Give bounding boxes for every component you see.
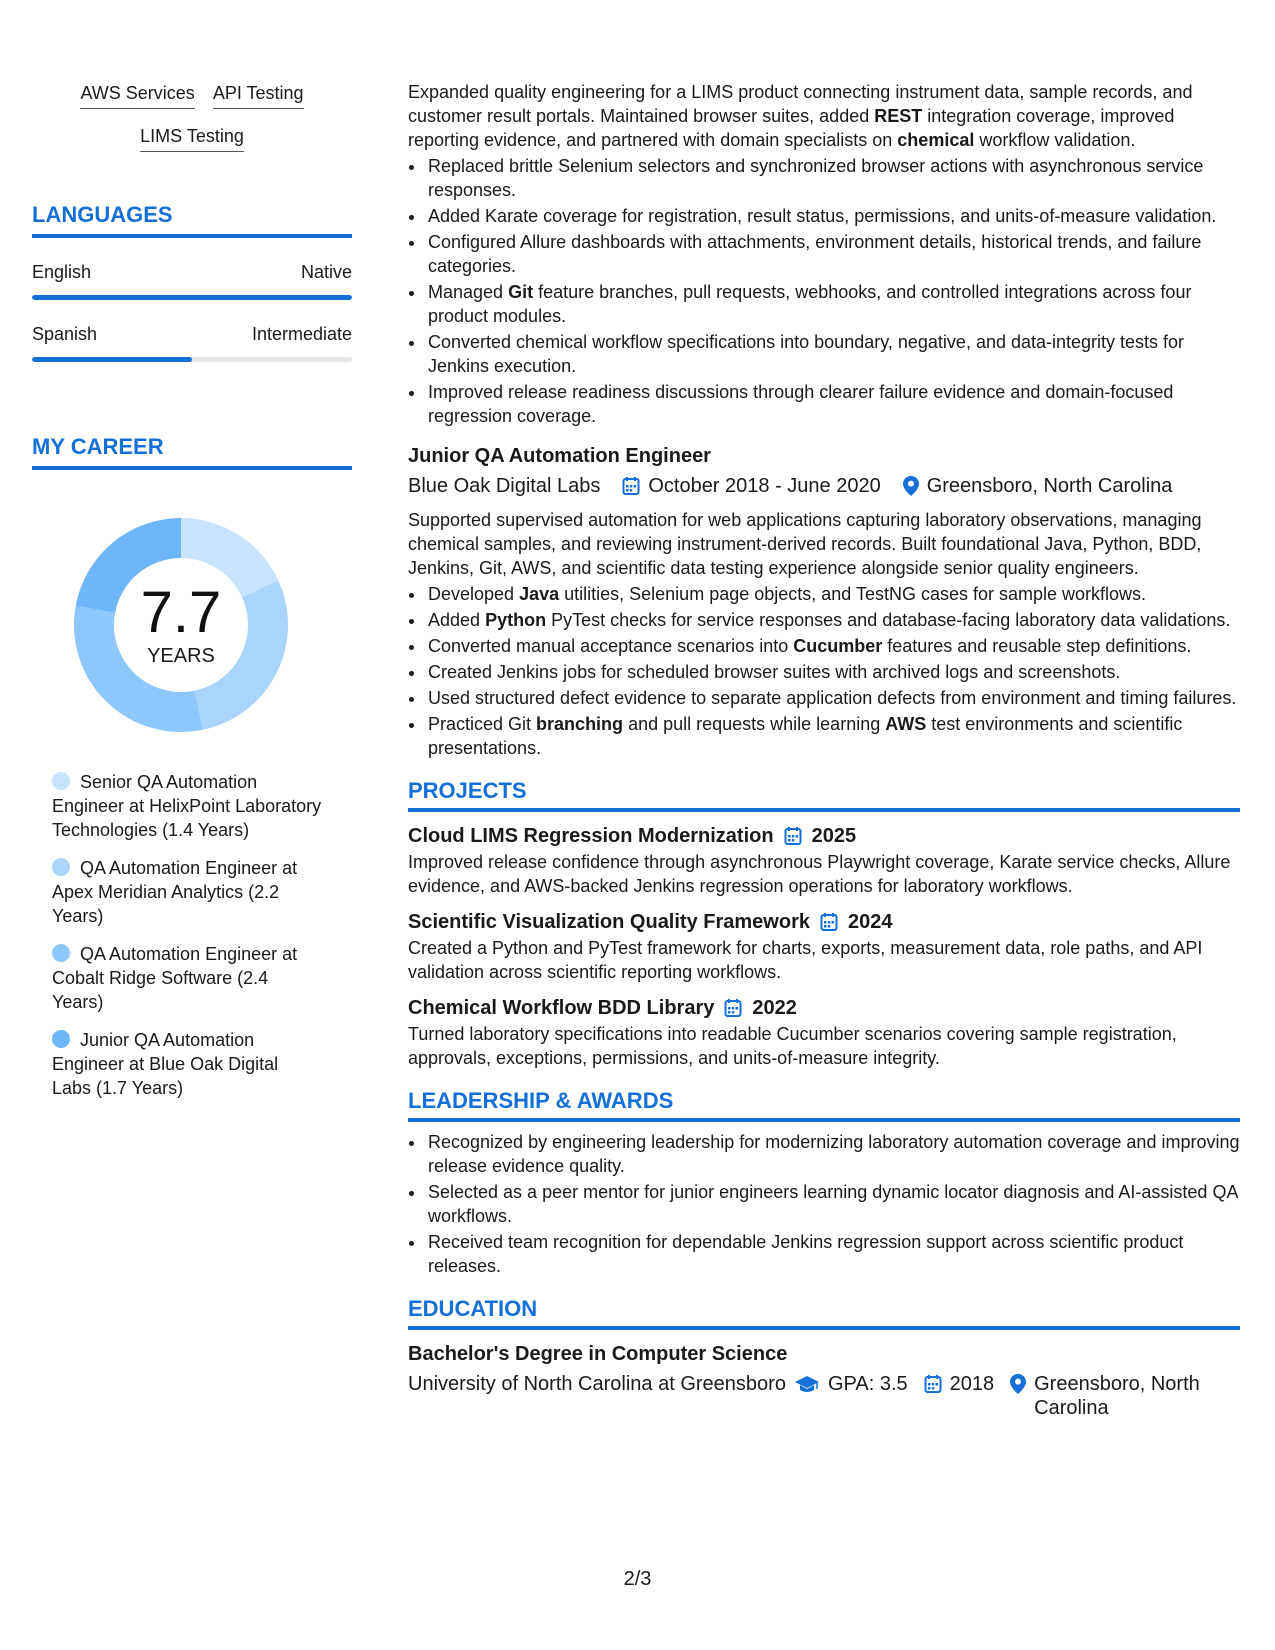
project-description: Improved release confidence through asynchronous Playwright coverage, Karate service checks, Allure evidence, and AWS-backed Jenkins regression operations for laboratory workflows.: [408, 852, 1231, 896]
list-item: • Converted chemical workflow specifications into boundary, negative, and data-integrity tests for Jenkins execution.: [426, 330, 1240, 378]
list-item: • Developed Java utilities, Selenium page objects, and TestNG cases for sample workflows.: [426, 582, 1240, 606]
job-dates: October 2018 - June 2020: [648, 475, 881, 497]
list-item: • Converted manual acceptance scenarios into Cucumber features and reusable step definitions.: [426, 634, 1240, 658]
language-level: Native: [300, 262, 352, 282]
languages-title: LANGUAGES: [32, 202, 352, 238]
project-year: 2022: [752, 997, 797, 1019]
project-item: [408, 908, 1240, 984]
project-year: 2025: [811, 825, 857, 847]
legend-label: QA Automation Engineer at Apex Meridian Analytics (2.2 Years): [52, 858, 298, 926]
list-item: • Created Jenkins jobs for scheduled browser suites with archived logs and screenshots.: [426, 660, 1240, 684]
degree-title: Bachelor's Degree in Computer Science: [408, 1343, 788, 1365]
list-item: • Practiced Git branching and pull requests while learning AWS test environments and scientific presentations.: [426, 712, 1240, 760]
career-unit: YEARS: [147, 644, 215, 667]
education-meta: [408, 1372, 1240, 1420]
list-item: • Added Karate coverage for registration, result status, permissions, and units-of-measure validation.: [426, 204, 1240, 228]
list-item: • Added Python PyTest checks for service responses and database-facing laboratory data validations.: [426, 608, 1240, 632]
project-description: Created a Python and PyTest framework for charts, exports, measurement data, role paths, and API validation across scientific reporting workflows.: [408, 938, 1203, 982]
career-legend: [52, 770, 322, 1100]
project-name: Cloud LIMS Regression Modernization: [408, 825, 774, 847]
legend-label: QA Automation Engineer at Cobalt Ridge Software (2.4 Years): [52, 944, 298, 1012]
language-item: [32, 324, 352, 362]
prev-job-summary: Expanded quality engineering for a LIMS product connecting instrument data, sample records, and customer result portals. Maintained browser suites, added REST integration coverage, improved reporting evidence, and partnered with domain specialists on chemical workflow validation.: [408, 82, 1193, 150]
list-item: • Managed Git feature branches, pull requests, webhooks, and controlled integrations across four product modules.: [426, 280, 1240, 328]
project-item: [408, 994, 1240, 1070]
job-bullets: [408, 582, 1240, 760]
career-total: 7.7: [140, 579, 222, 645]
school-location: Greensboro, North Carolina: [1034, 1373, 1200, 1419]
calendar-icon: [622, 476, 640, 496]
language-name: Spanish: [32, 324, 98, 344]
project-description: Turned laboratory specifications into readable Cucumber scenarios covering sample registration, approvals, exceptions, permissions, and units-of-measure integrity.: [408, 1024, 1177, 1068]
graduation-year: 2018: [949, 1373, 995, 1395]
list-item: • Improved release readiness discussions through clearer failure evidence and domain-focused regression coverage.: [426, 380, 1240, 428]
legend-label: Junior QA Automation Engineer at Blue Oak Digital Labs (1.7 Years): [52, 1030, 279, 1098]
language-bar: [32, 295, 352, 300]
skill-tag: LIMS Testing: [140, 125, 244, 152]
graduation-cap-icon: [794, 1374, 820, 1394]
gpa: GPA: 3.5: [827, 1373, 908, 1395]
legend-dot: [52, 1030, 70, 1048]
skills-list: [32, 82, 352, 152]
prev-job-bullets: [408, 154, 1240, 428]
career-legend-item: [52, 856, 322, 928]
career-legend-item: [52, 942, 322, 1014]
language-item: [32, 262, 352, 300]
list-item: • Received team recognition for dependable Jenkins regression support across scientific product releases.: [426, 1230, 1240, 1278]
education-title: EDUCATION: [408, 1296, 1240, 1330]
calendar-icon: [820, 912, 838, 932]
language-bar-fill: [32, 357, 192, 362]
calendar-icon: [784, 826, 802, 846]
project-year: 2024: [847, 911, 893, 933]
skill-tag: AWS Services: [80, 82, 194, 109]
calendar-icon: [924, 1374, 942, 1394]
list-item: • Selected as a peer mentor for junior engineers learning dynamic locator diagnosis and AI-assisted QA workflows.: [426, 1180, 1240, 1228]
left-column: [32, 82, 352, 1114]
calendar-icon: [724, 998, 742, 1018]
right-column: [408, 80, 1240, 1420]
legend-dot: [52, 944, 70, 962]
legend-label: Senior QA Automation Engineer at HelixPoint Laboratory Technologies (1.4 Years): [52, 772, 322, 840]
career-legend-item: [52, 770, 322, 842]
career-legend-item: [52, 1028, 322, 1100]
career-donut-chart: [66, 510, 296, 740]
legend-dot: [52, 858, 70, 876]
language-name: English: [32, 262, 92, 282]
list-item: • Used structured defect evidence to separate application defects from environment and timing failures.: [426, 686, 1240, 710]
project-item: [408, 822, 1240, 898]
list-item: • Replaced brittle Selenium selectors and synchronized browser actions with asynchronous service responses.: [426, 154, 1240, 202]
page-number: 2/3: [623, 1568, 652, 1590]
job-location: Greensboro, North Carolina: [926, 475, 1173, 497]
school-name: University of North Carolina at Greensboro: [408, 1373, 786, 1395]
leadership-bullets: [408, 1130, 1240, 1278]
job-title: Junior QA Automation Engineer: [408, 445, 711, 467]
list-item: • Recognized by engineering leadership for modernizing laboratory automation coverage and improving release evidence quality.: [426, 1130, 1240, 1178]
job-summary: Supported supervised automation for web applications capturing laboratory observations, managing chemical samples, and reviewing instrument-derived records. Built foundational Java, Python, BDD, Jenkins, Git, AWS, and scientific data testing experience alongside senior quality engineers.: [408, 510, 1202, 578]
career-title: MY CAREER: [32, 434, 352, 470]
project-name: Scientific Visualization Quality Framework: [408, 911, 810, 933]
company-name: Blue Oak Digital Labs: [408, 475, 601, 497]
language-bar-fill: [32, 295, 352, 300]
location-pin-icon: [1010, 1374, 1026, 1394]
list-item: • Configured Allure dashboards with attachments, environment details, historical trends, and failure categories.: [426, 230, 1240, 278]
language-bar: [32, 357, 352, 362]
project-name: Chemical Workflow BDD Library: [408, 997, 715, 1019]
job-meta: [408, 472, 1240, 500]
location-pin-icon: [903, 476, 919, 496]
projects-title: PROJECTS: [408, 778, 1240, 812]
legend-dot: [52, 772, 70, 790]
skill-tag: API Testing: [213, 82, 304, 109]
language-level: Intermediate: [251, 324, 352, 344]
leadership-title: LEADERSHIP & AWARDS: [408, 1088, 1240, 1122]
